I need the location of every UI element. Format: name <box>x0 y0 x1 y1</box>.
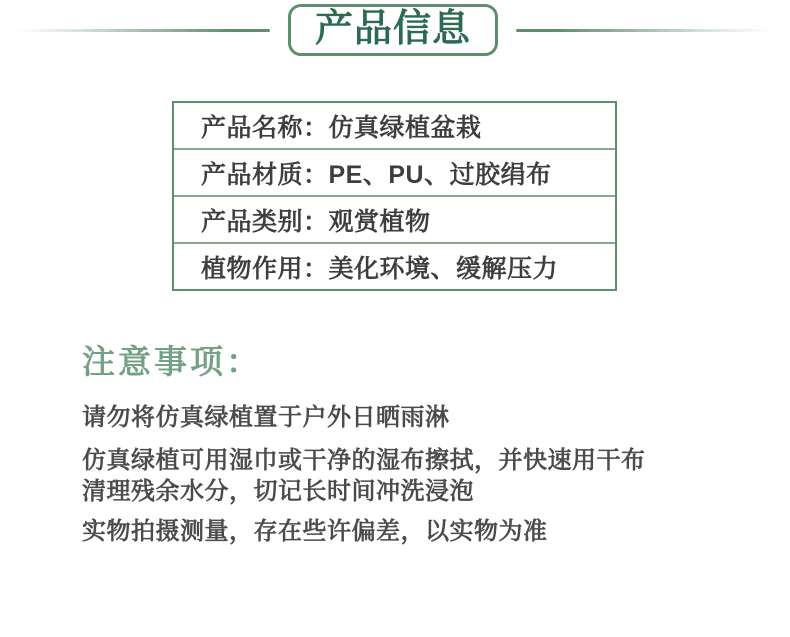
spec-row-function <box>174 242 615 289</box>
page-title: 产品信息 <box>314 8 471 50</box>
notes-heading: 注意事项： <box>82 343 262 380</box>
note-list <box>82 402 647 547</box>
spec-row-name <box>174 103 615 148</box>
spec-row-text: 产品名称：仿真绿植盆栽 <box>201 113 482 142</box>
header-rule-left <box>16 29 270 32</box>
note-item: 仿真绿植可用湿巾或干净的湿布擦拭，并快速用干布清理残余水分，切记长时间冲洗浸泡 <box>82 447 646 505</box>
spec-table <box>172 101 617 291</box>
note-item: 实物拍摄测量，存在些许偏差，以实物为准 <box>82 518 548 545</box>
note-item: 请勿将仿真绿植置于户外日晒雨淋 <box>82 404 450 431</box>
header-rule-right <box>516 29 770 32</box>
title-banner <box>288 4 498 56</box>
header <box>0 4 790 56</box>
spec-row-text: 植物作用：美化环境、缓解压力 <box>201 254 559 283</box>
notes-section <box>82 340 682 547</box>
spec-row-text: 产品材质：PE、PU、过胶绢布 <box>201 160 552 189</box>
spec-row-material <box>174 148 615 195</box>
spec-row-category <box>174 195 615 242</box>
spec-row-text: 产品类别：观赏植物 <box>201 207 431 236</box>
